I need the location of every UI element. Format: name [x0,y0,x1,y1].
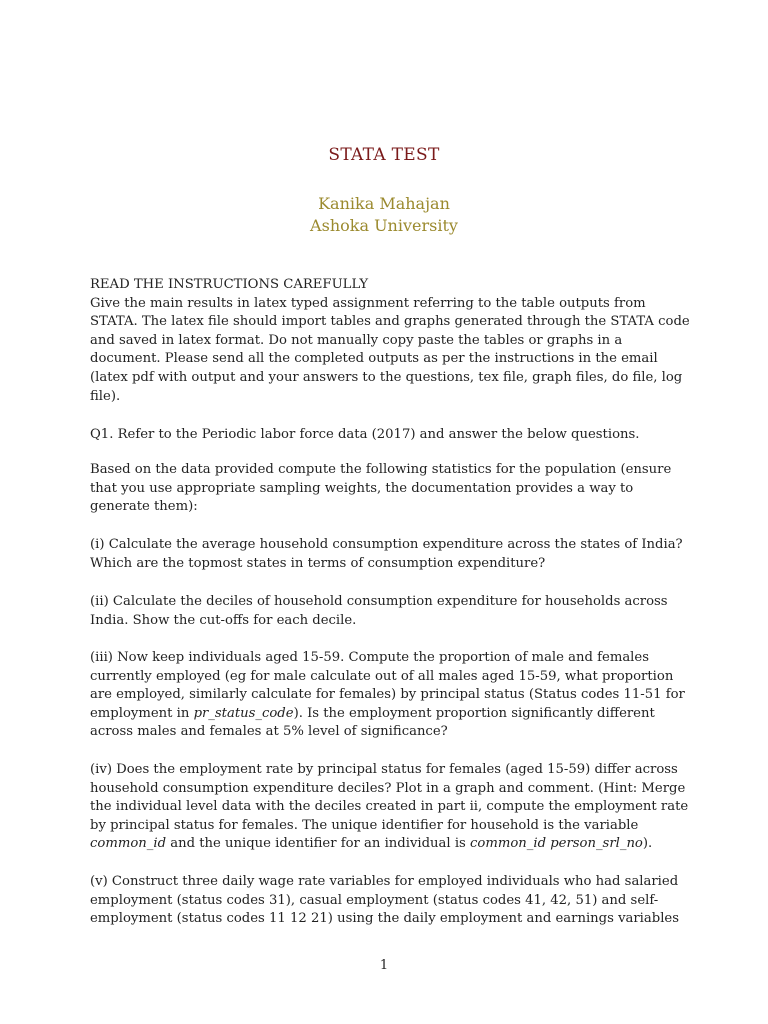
question-1 [90,426,690,445]
page-number: 1 [379,958,389,973]
author-name: Kanika Mahajan [318,194,450,213]
question-1-text: Q1. Refer to the Periodic labor force data (2017) and answer the below questions. [90,427,640,442]
common-id-variable: common_id [90,836,167,852]
pr-status-code-variable: pr_status_code [193,705,294,721]
part-ii-text: (ii) Calculate the deciles of household consumption expenditure for households across India. Show the cut-offs for each decile. [90,594,668,628]
part-iv-text-b: and the unique identifier for an individual is [166,836,470,852]
instructions-block [90,276,690,406]
part-i-text: (i) Calculate the average household consumption expenditure across the states of India? Which are the topmost states in terms of consumption expenditure? [90,537,683,571]
instructions-body: Give the main results in latex typed assignment referring to the table outputs from STATA. The latex file should import tables and graphs generated through the STATA code and saved in latex format. Do not manually copy paste the tables or graphs in a document. Please send all the completed outputs as per the instructions in the email (latex pdf with output and your answers to the questions, tex file, graph files, do file, log file). [90,295,690,404]
instructions-heading: READ THE INSTRUCTIONS CAREFULLY [90,277,369,292]
author-affiliation: Ashoka University [310,216,458,235]
part-iii-text [90,649,690,742]
part-iv-text [90,761,690,854]
part-iv-text-a: (iv) Does the employment rate by principal status for females (aged 15-59) differ across household consumption expenditure deciles? Plot in a graph and comment. (Hint: Merge the individual level data with the deciles created in part ii, compute the employment rate by principal status for females. The unique identifier for household is the variable [90,762,689,833]
part-iii-text-b: ). Is the employment proportion significantly different across males and females at 5% level of significance? [90,705,655,740]
part-ii [90,593,690,630]
document-title: STATA TEST [328,145,440,165]
part-v [90,873,690,929]
question-1-intro-text: Based on the data provided compute the following statistics for the population (ensure that you use appropriate sampling weights, the documentation provides a way to generate them): [90,462,672,515]
part-iv-text-c: ). [642,836,653,852]
person-id-variable: common_id person_srl_no [470,836,643,852]
question-1-intro [90,461,690,517]
part-i [90,536,690,573]
part-iii-text-a: (iii) Now keep individuals aged 15-59. Compute the proportion of male and females currently employed (eg for male calculate out of all males aged 15-59, what proportion are employed, similarly calculate for females) by principal status (Status codes 11-51 for employment in [90,650,685,721]
part-v-text: (v) Construct three daily wage rate variables for employed individuals who had salaried employment (status codes 31), casual employment (status codes 41, 42, 51) and self-employment (status codes 11 12 21) using the daily employment and earnings variables [90,874,679,927]
part-iii [90,649,690,742]
part-iv [90,761,690,854]
